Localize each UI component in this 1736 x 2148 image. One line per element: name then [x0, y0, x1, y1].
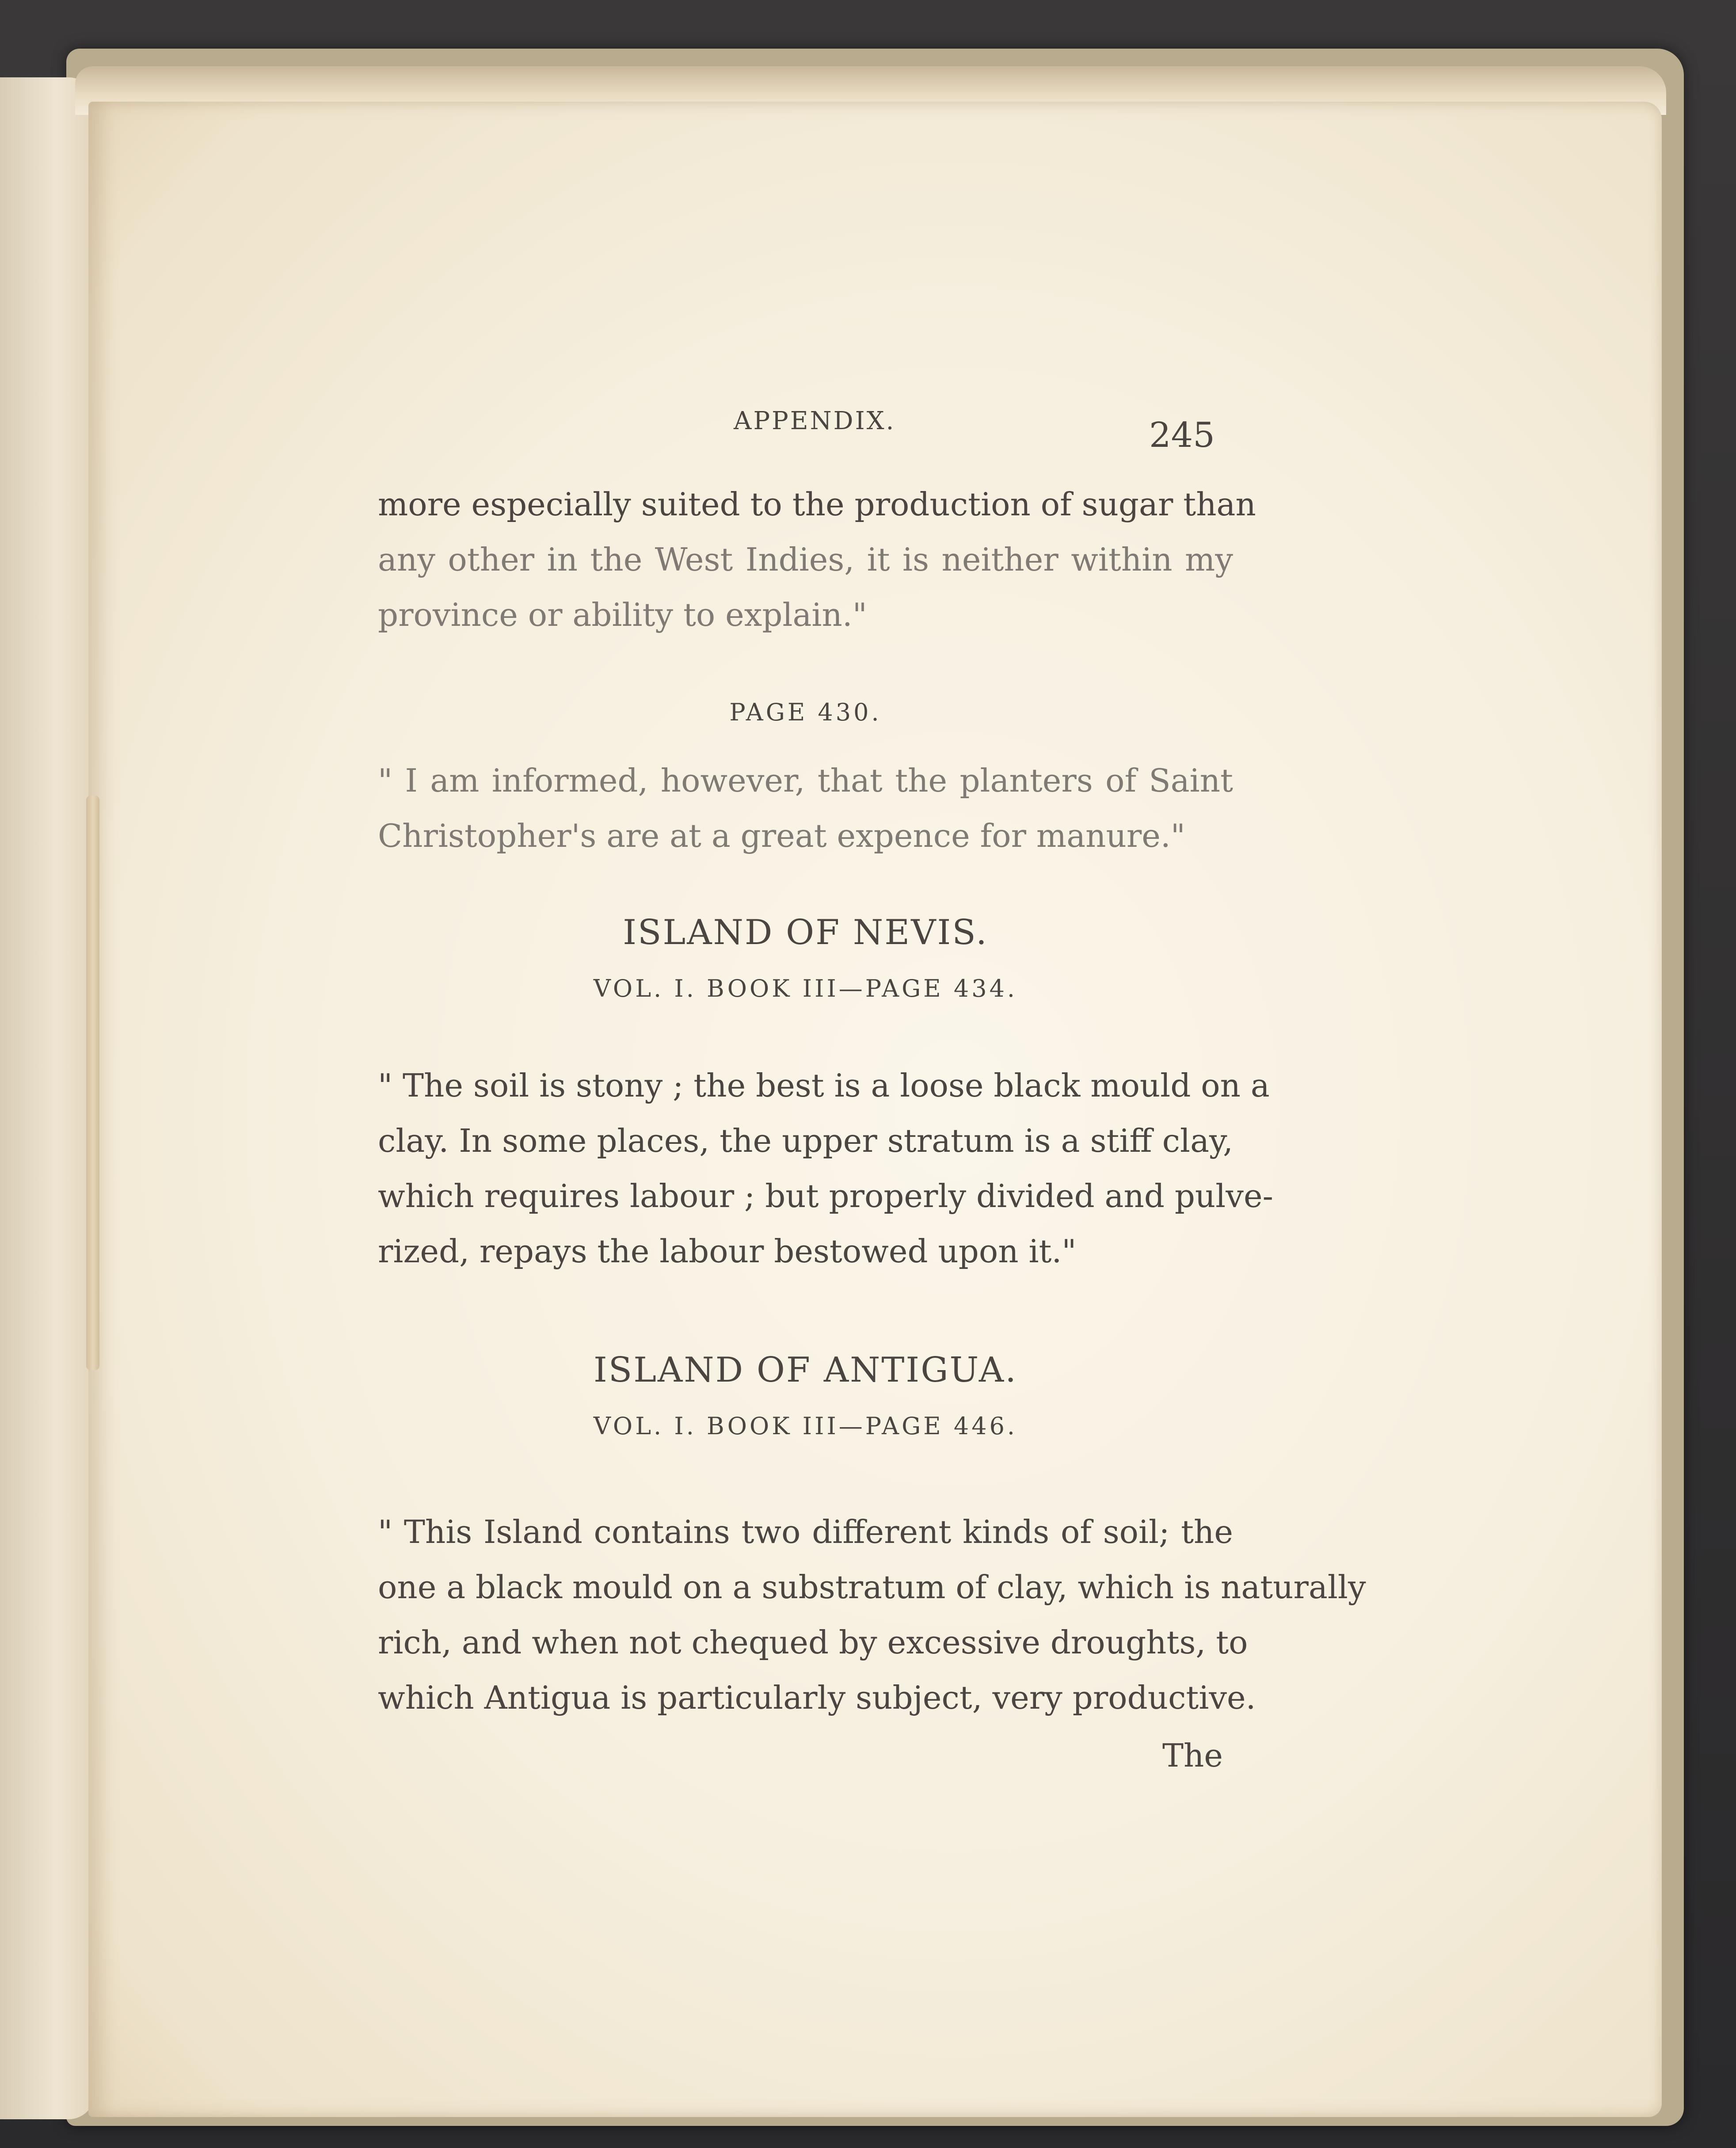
- text-line: rich, and when not chequed by excessive droughts, to: [378, 1624, 1248, 1661]
- gutter-binding: [86, 796, 99, 1370]
- book-page: [88, 102, 1662, 2117]
- text-line: rized, repays the labour bestowed upon it.": [378, 1233, 1077, 1270]
- page-number: 245: [1149, 415, 1215, 455]
- section-subtitle: VOL. I. BOOK III—PAGE 446.: [593, 1412, 1018, 1440]
- text-line: any other in the West Indies, it is neither within my: [378, 541, 1233, 578]
- running-head: APPENDIX.: [734, 407, 896, 435]
- text-line: one a black mould on a substratum of clay, which is naturally: [378, 1569, 1366, 1606]
- text-line: which Antigua is particularly subject, very productive.: [378, 1679, 1256, 1716]
- left-page-edge: [0, 77, 95, 2119]
- section-heading: PAGE 430.: [729, 698, 882, 726]
- text-line: " This Island contains two different kinds of soil; the: [378, 1513, 1233, 1550]
- text-line: clay. In some places, the upper stratum is a stiff clay,: [378, 1122, 1233, 1159]
- section-subtitle: VOL. I. BOOK III—PAGE 434.: [593, 975, 1018, 1002]
- text-line: which requires labour ; but properly divided and pulve-: [378, 1177, 1273, 1215]
- text-line: Christopher's are at a great expence for manure.": [378, 817, 1185, 854]
- section-title: ISLAND OF ANTIGUA.: [594, 1350, 1017, 1390]
- text-line: more especially suited to the production of sugar than: [378, 486, 1256, 523]
- text-line: province or ability to explain.": [378, 596, 867, 633]
- text-line: " I am informed, however, that the planters of Saint: [378, 762, 1233, 799]
- section-title: ISLAND OF NEVIS.: [623, 913, 988, 952]
- text-line: " The soil is stony ; the best is a loose black mould on a: [378, 1067, 1270, 1104]
- catchword: The: [1162, 1737, 1223, 1774]
